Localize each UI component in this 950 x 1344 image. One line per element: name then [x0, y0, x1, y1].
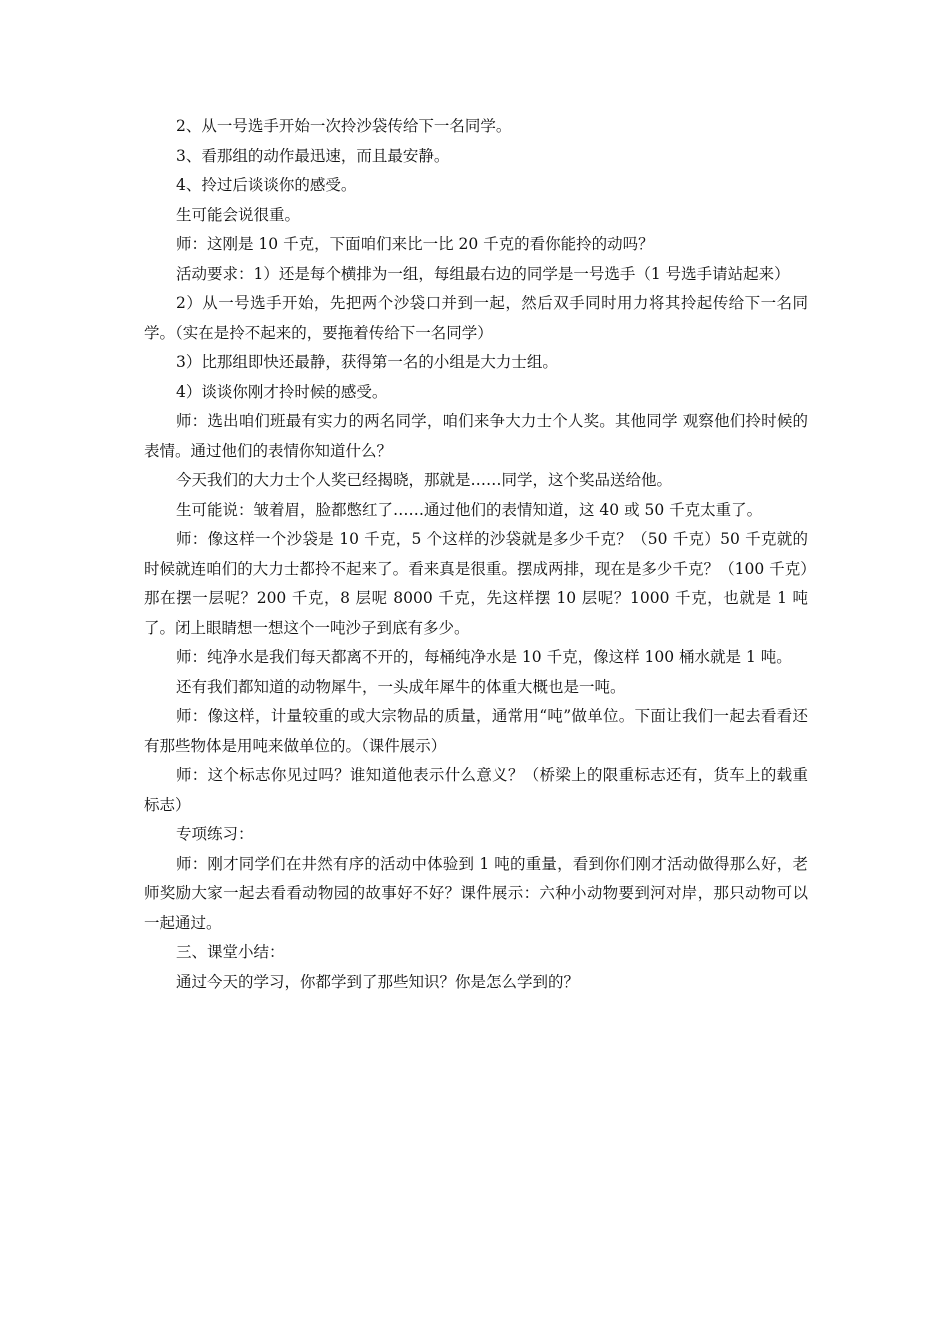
section-heading: 三、课堂小结：	[176, 943, 285, 961]
paragraph: 活动要求：1）还是每个横排为一组，每组最右边的同学是一号选手（1 号选手请站起来）	[176, 264, 790, 283]
paragraph: 师：纯净水是我们每天都离不开的，每桶纯净水是 10 千克，像这样 100 桶水就是 1 吨。	[176, 648, 792, 666]
paragraph: 生可能会说很重。	[176, 205, 301, 224]
paragraph: 今天我们的大力士个人奖已经揭晓，那就是……同学，这个奖品送给他。	[176, 471, 673, 489]
document-body	[144, 112, 808, 997]
paragraph: 师：刚才同学们在井然有序的活动中体验到 1 吨的重量，看到你们刚才活动做得那么好，老师奖励大家一起去看看动物园的故事好不好？课件展示：六种小动物要到河对岸，那只动物可以一起通过。	[144, 854, 808, 932]
paragraph: 师：这刚是 10 千克，下面咱们来比一比 20 千克的看你能拎的动吗？	[176, 235, 654, 253]
paragraph: 2）从一号选手开始，先把两个沙袋口并到一起，然后双手同时用力将其拎起传给下一名同学。（实在是拎不起来的，要拖着传给下一名同学）	[144, 294, 808, 342]
section-heading: 专项练习：	[176, 825, 254, 843]
paragraph: 生可能说：皱着眉，脸都憋红了……通过他们的表情知道，这 40 或 50 千克太重了。	[176, 500, 763, 519]
paragraph: 3）比那组即快还最静，获得第一名的小组是大力士组。	[176, 353, 558, 371]
paragraph: 4、拎过后谈谈你的感受。	[176, 176, 357, 194]
paragraph: 师：选出咱们班最有实力的两名同学，咱们来争大力士个人奖。其他同学 观察他们拎时候的表情。通过他们的表情你知道什么？	[144, 412, 808, 460]
paragraph: 通过今天的学习，你都学到了那些知识？你是怎么学到的？	[176, 972, 580, 991]
paragraph: 师：这个标志你见过吗？谁知道他表示什么意义？（桥梁上的限重标志还有，货车上的载重标志）	[144, 766, 808, 814]
paragraph: 4）谈谈你刚才拎时候的感受。	[176, 382, 388, 401]
paragraph: 还有我们都知道的动物犀牛，一头成年犀牛的体重大概也是一吨。	[176, 677, 626, 696]
paragraph: 师：像这样一个沙袋是 10 千克，5 个这样的沙袋就是多少千克？（50 千克）50 千克就的时候就连咱们的大力士都拎不起来了。看来真是很重。摆成两排，现在是多少千克？（100 千克）那在摆一层呢？200 千克，8 层呢 8000 千克，先这样摆 10 层呢？1000 千克，也就是 1 吨了。闭上眼睛想一想这个一吨沙子到底有多少。	[144, 530, 808, 637]
paragraph: 2、从一号选手开始一次拎沙袋传给下一名同学。	[176, 117, 512, 135]
paragraph: 3、看那组的动作最迅速，而且最安静。	[176, 146, 450, 165]
paragraph: 师：像这样，计量较重的或大宗物品的质量，通常用“吨”做单位。下面让我们一起去看看还有那些物体是用吨来做单位的。（课件展示）	[144, 707, 808, 755]
